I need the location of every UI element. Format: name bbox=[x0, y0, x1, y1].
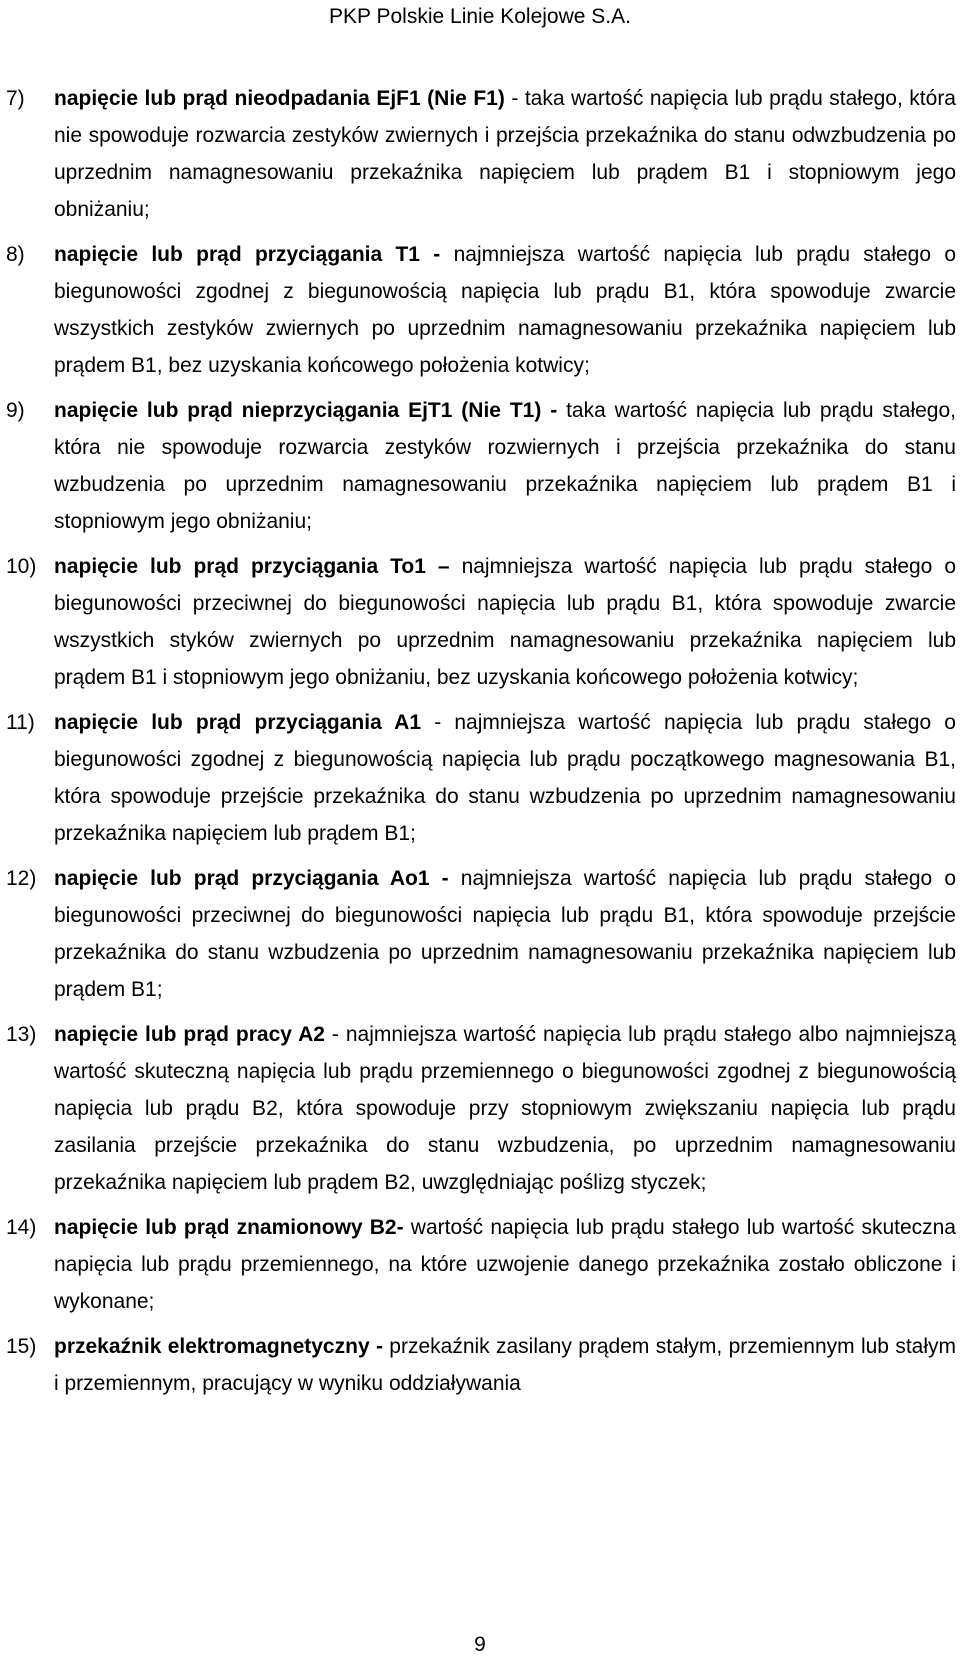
page-number: 9 bbox=[474, 1633, 486, 1656]
definition-item-12 bbox=[6, 860, 956, 1008]
item-text: przekaźnik zasilany prądem stałym, przemiennym lub stałym i przemiennym, pracujący w wyniku oddziaływania bbox=[54, 1335, 956, 1395]
item-term: napięcie lub prąd przyciągania T1 - bbox=[54, 243, 441, 266]
item-term: napięcie lub prąd przyciągania To1 – bbox=[54, 555, 450, 578]
item-term: napięcie lub prąd znamionowy B2- bbox=[54, 1216, 404, 1239]
document-body bbox=[6, 80, 956, 1402]
item-number: 12) bbox=[6, 867, 37, 890]
item-term: napięcie lub prąd przyciągania Ao1 - bbox=[54, 867, 449, 890]
item-text: taka wartość napięcia lub prądu stałego, która nie spowoduje rozwarcia zestyków rozwiernych i przejścia przekaźnika do stanu wzbudzenia po uprzednim namagnesowaniu przekaźnika napięciem lub prądem B1 i stopniowym jego obniżaniu; bbox=[54, 399, 956, 533]
item-text: - taka wartość napięcia lub prądu stałego, która nie spowoduje rozwarcia zestyków zwiernych i przejścia przekaźnika do stanu odwzbudzenia po uprzednim namagnesowaniu przekaźnika napięciem lub prądem B1 i stopniowym jego obniżaniu; bbox=[54, 87, 956, 221]
definition-item-7 bbox=[6, 80, 956, 228]
item-number: 13) bbox=[6, 1023, 37, 1046]
item-number: 15) bbox=[6, 1335, 37, 1358]
item-number: 14) bbox=[6, 1216, 37, 1239]
item-text: najmniejsza wartość napięcia lub prądu stałego o biegunowości zgodnej z biegunowością napięcia lub prądu B1, która spowoduje zwarcie wszystkich zestyków zwiernych po uprzednim namagnesowaniu przekaźnika napięciem lub prądem B1, bez uzyskania końcowego położenia kotwicy; bbox=[54, 243, 956, 377]
page-header: PKP Polskie Linie Kolejowe S.A. bbox=[329, 5, 631, 28]
item-text: - najmniejsza wartość napięcia lub prądu stałego o biegunowości zgodnej z biegunowością napięcia lub prądu początkowego magnesowania B1, która spowoduje przejście przekaźnika do stanu wzbudzenia po uprzednim namagnesowaniu przekaźnika napięciem lub prądem B1; bbox=[54, 711, 956, 845]
item-term: napięcie lub prąd nieodpadania EjF1 (Nie F1) bbox=[54, 87, 505, 110]
definition-item-8 bbox=[6, 236, 956, 384]
item-text: - najmniejsza wartość napięcia lub prądu stałego albo najmniejszą wartość skuteczną napięcia lub prądu przemiennego o biegunowości zgodnej z biegunowością napięcia lub prądu B2, która spowoduje przy stopniowym zwiększaniu napięcia lub prądu zasilania przejście przekaźnika do stanu wzbudzenia, po uprzednim namagnesowaniu przekaźnika napięciem lub prądem B2, uwzględniając poślizg styczek; bbox=[54, 1023, 956, 1194]
item-term: napięcie lub prąd pracy A2 bbox=[54, 1023, 325, 1046]
item-text: najmniejsza wartość napięcia lub prądu stałego o biegunowości przeciwnej do biegunowości napięcia lub prądu B1, która spowoduje przejście przekaźnika do stanu wzbudzenia po uprzednim namagnesowaniu przekaźnika napięciem lub prądem B1; bbox=[54, 867, 956, 1001]
definition-item-13 bbox=[6, 1016, 956, 1201]
definition-item-15 bbox=[6, 1328, 956, 1402]
item-text: wartość napięcia lub prądu stałego lub wartość skuteczna napięcia lub prądu przemiennego, na które uzwojenie danego przekaźnika zostało obliczone i wykonane; bbox=[54, 1216, 956, 1313]
item-number: 9) bbox=[6, 399, 25, 422]
item-text: najmniejsza wartość napięcia lub prądu stałego o biegunowości przeciwnej do biegunowości napięcia lub prądu B1, która spowoduje zwarcie wszystkich styków zwiernych po uprzednim namagnesowaniu przekaźnika napięciem lub prądem B1 i stopniowym jego obniżaniu, bez uzyskania końcowego położenia kotwicy; bbox=[54, 555, 957, 689]
item-term: przekaźnik elektromagnetyczny - bbox=[54, 1335, 383, 1358]
item-number: 8) bbox=[6, 243, 25, 266]
definition-item-11 bbox=[6, 704, 956, 852]
definition-item-10 bbox=[6, 548, 956, 696]
item-number: 7) bbox=[6, 87, 25, 110]
item-number: 10) bbox=[6, 555, 37, 578]
item-number: 11) bbox=[6, 711, 35, 734]
item-term: napięcie lub prąd nieprzyciągania EjT1 (Nie T1) - bbox=[54, 399, 558, 422]
definition-item-14 bbox=[6, 1209, 956, 1320]
item-term: napięcie lub prąd przyciągania A1 bbox=[54, 711, 422, 734]
definition-item-9 bbox=[6, 392, 956, 540]
